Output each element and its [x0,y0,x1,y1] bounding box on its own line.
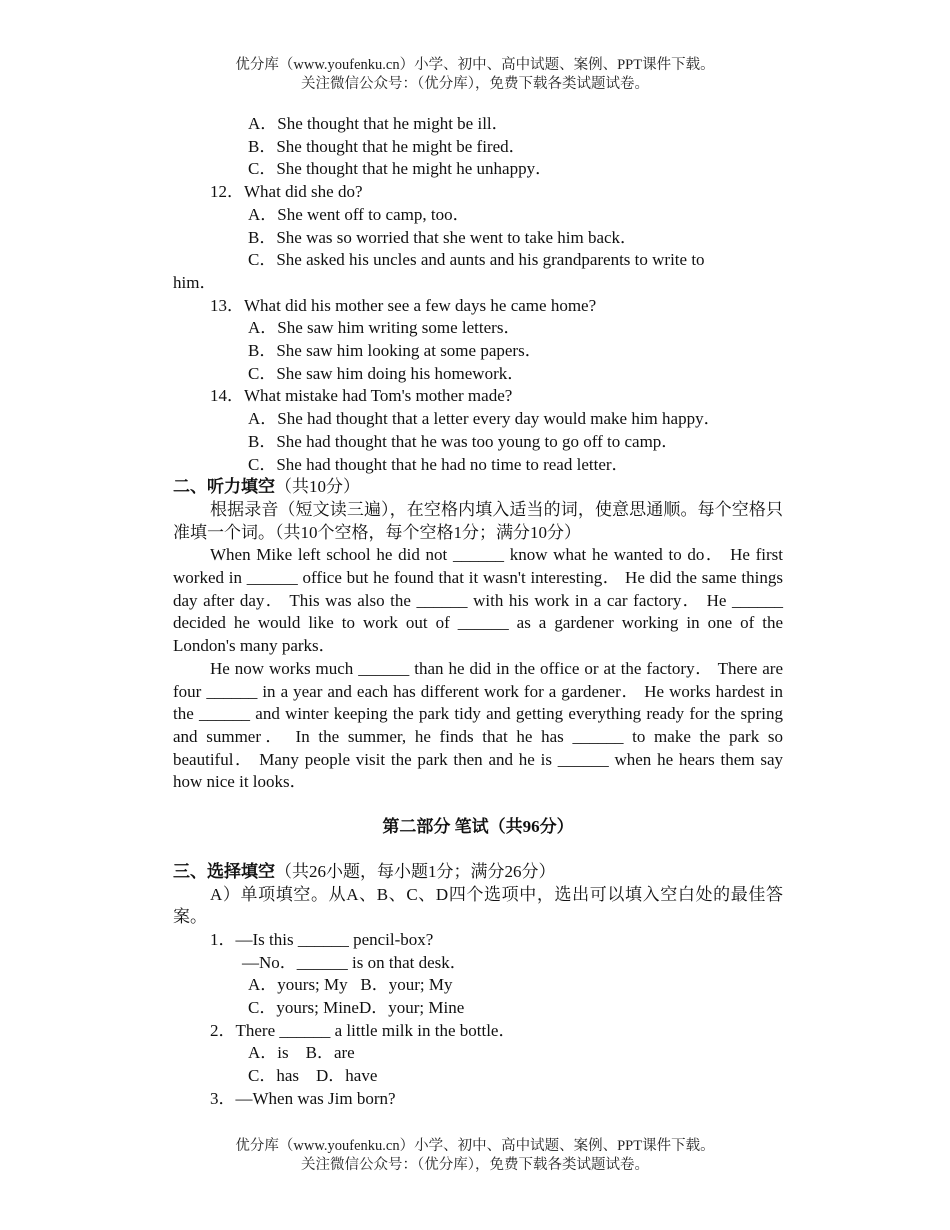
q11-option-c: C．She thought that he might he unhappy． [248,159,553,179]
section-2-heading [173,476,783,499]
q14-option-b: B．She had thought that he was too young to go off to camp． [248,431,679,451]
s3-q1-line1: 1．—Is this ______ pencil-box? [210,929,434,949]
s3-q1-options-cd: C．yours; MineD．your; Mine [248,998,465,1018]
s3-q2-options-cd: C．has D．have [248,1066,378,1086]
section-2-title: 二、听力填空 [173,477,275,497]
q14-option-a: A．She had thought that a letter every day would make him happy． [248,409,721,429]
q12-option-a: A．She went off to camp, too． [248,204,470,224]
s3-q2-question: 2．There ______ a little milk in the bottle． [210,1020,516,1040]
q12-option-c-line2: him． [173,272,217,292]
s3-q1-line2: —No．______ is on that desk． [242,952,467,972]
page-content [173,113,783,1111]
section-2-instructions: 根据录音（短文读三遍），在空格内填入适当的词，使意思通顺。每个空格只准填一个词。（共10个空格，每个空格1分；满分10分） [173,499,783,542]
passage-paragraph-1: When Mike left school he did not ______ know what he wanted to do． He first worked in ______ office but he found that it wasn't interesting． He did the same things day after day． This was also the ______ with his work in a car factory． He ______ decided he would like to work out of ______ as a gardener working in one of the London's many parks． [173,545,783,656]
spacer [173,794,783,816]
header-line-2: 关注微信公众号：（优分库），免费下载各类试题试卷。 [301,76,649,92]
page-footer [0,1137,950,1175]
q14-option-c: C．She had thought that he had no time to read letter． [248,454,629,474]
header-line-1: 优分库（www.youfenku.cn）小学、初中、高中试题、案例、PPT课件下载。 [235,57,715,73]
q12-option-b: B．She was so worried that she went to take him back． [248,227,638,247]
section-3-score: （共26小题，每小题1分；满分26分） [275,861,556,881]
q13-question: 13．What did his mother see a few days he came home? [210,295,597,315]
q11-option-b: B．She thought that he might be fired． [248,136,526,156]
q13-option-a: A．She saw him writing some letters． [248,318,521,338]
part-2-title: 第二部分 笔试（共96分） [382,817,574,837]
s3-q1-options-ab: A．yours; My B．your; My [248,975,453,995]
passage-paragraph-2: He now works much ______ than he did in the office or at the factory． There are four ______ in a year and each has different work for a gardener． He works hardest in the ______ and winter keeping the park tidy and getting everything ready for the spring and summer． In the summer, he finds that he has ______ to make the park so beautiful． Many people visit the park then and he is ______ when he hears them say how nice it looks． [173,658,783,792]
section-3-title: 三、选择填空 [173,861,275,881]
spacer [173,839,783,861]
q12-option-c-line1: C．She asked his uncles and aunts and his grandparents to write to [248,250,705,270]
section-2-score: （共10分） [275,477,360,497]
q13-option-b: B．She saw him looking at some papers． [248,341,542,361]
q14-question: 14．What mistake had Tom's mother made? [210,386,513,406]
q12-question: 12．What did she do? [210,182,363,202]
footer-line-2: 关注微信公众号：（优分库），免费下载各类试题试卷。 [301,1157,649,1173]
q13-option-c: C．She saw him doing his homework． [248,363,525,383]
page-header [0,56,950,94]
section-3-instructions: A）单项填空。从A、B、C、D四个选项中，选出可以填入空白处的最佳答案。 [173,884,783,927]
q11-option-a: A．She thought that he might be ill． [248,114,509,133]
s3-q3-question: 3．—When was Jim born? [210,1088,396,1108]
s3-q2-options-ab: A．is B．are [248,1043,355,1063]
footer-line-1: 优分库（www.youfenku.cn）小学、初中、高中试题、案例、PPT课件下载。 [235,1138,715,1154]
section-3-heading [173,861,783,884]
